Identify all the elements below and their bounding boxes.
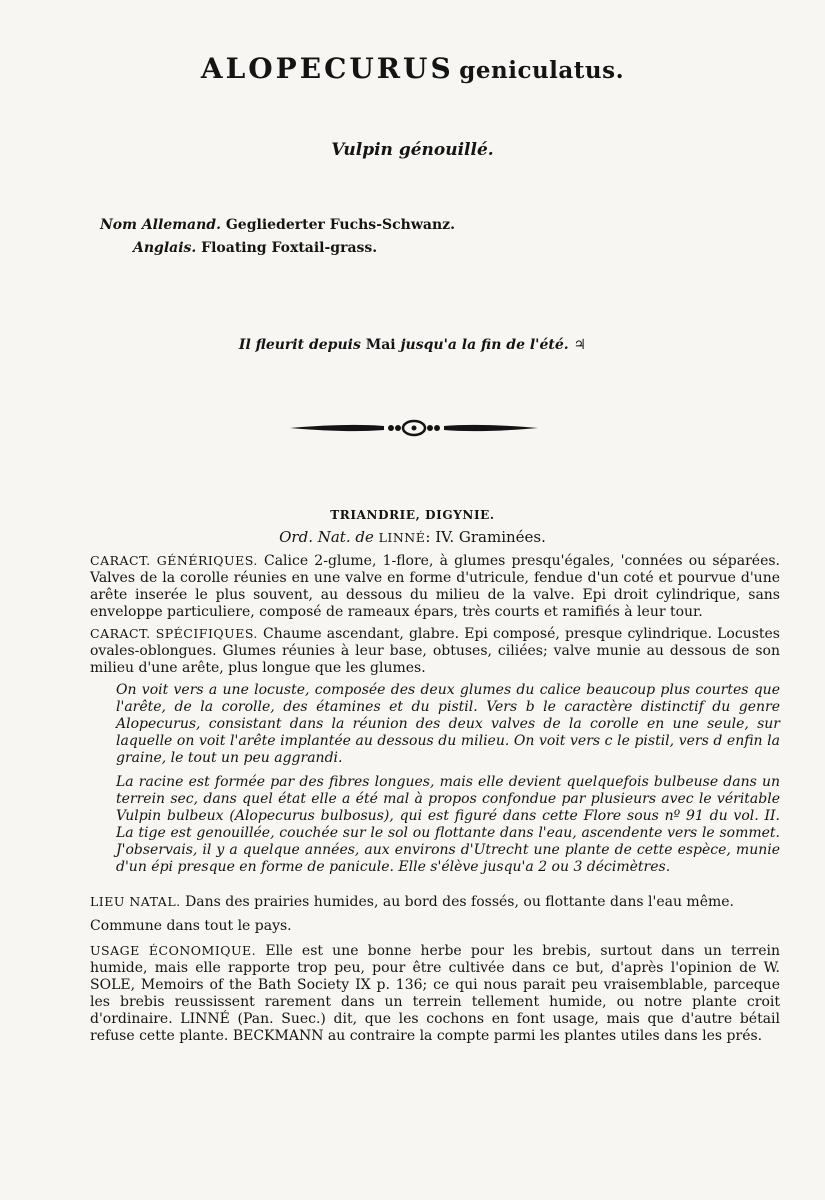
english-label: Anglais. bbox=[133, 240, 197, 256]
habitat-text: Dans des prairies humides, au bord des fossés, ou flottante dans l'eau même. bbox=[185, 894, 734, 910]
generic-characters bbox=[90, 552, 780, 621]
economic-usage bbox=[90, 942, 780, 1045]
generic-text: Calice 2-glume, 1-flore, à glumes presqu'égales, 'connées ou séparées. Valves de la corolle réunies en une valve en forme d'utricule, fendue d'un coté et pourvue d'une arête inserée le plus souvent, au dessous du milieu de la valve. Epi droit cylindrique, sans enveloppe particuliere, composé de rameaux épars, très courts et ramifiés à leur tour. bbox=[90, 553, 781, 620]
german-name-row bbox=[100, 217, 455, 233]
observation-root: La racine est formée par des fibres longues, mais elle devient quelquefois bulbeuse dans un terrein sec, dans quel état elle a été mal à propos confondue par plusieurs avec le véritable Vulpin bulbeux (Alopecurus bulbosus), qui est figuré dans cette Flore sous nº 91 du vol. II. La tige est genouillée, couchée sur le sol ou flottante dans l'eau, ascendente vers le sommet. J'observais, il y a quelque années, aux environs d'Utrecht une plante de cette espèce, munie d'un épi presque en forme de panicule. Elle s'élève jusqu'a 2 ou 3 décimètres. bbox=[116, 774, 780, 875]
habitat-label: LIEU NATAL. bbox=[90, 894, 181, 909]
flowering-prefix: Il fleurit depuis bbox=[238, 337, 361, 353]
specific-label: CARACT. SPÉCIFIQUES. bbox=[90, 626, 258, 641]
order-suffix: : IV. Graminées. bbox=[425, 528, 546, 546]
linnaean-class: TRIANDRIE, DIGYNIE. bbox=[330, 508, 495, 522]
common-name-french: Vulpin génouillé. bbox=[331, 140, 494, 160]
page-title bbox=[0, 52, 825, 85]
flowering-month: Mai bbox=[365, 337, 396, 353]
vernacular-names bbox=[100, 217, 455, 263]
flowering-suffix: jusqu'a la fin de l'été. bbox=[400, 337, 569, 353]
natural-order bbox=[0, 528, 825, 546]
flowering-period bbox=[0, 337, 825, 353]
generic-label: CARACT. GÉNÉRIQUES. bbox=[90, 553, 258, 568]
perennial-symbol: ♃ bbox=[573, 337, 587, 353]
order-prefix: Ord. Nat. de bbox=[279, 528, 374, 546]
ornament-divider bbox=[288, 417, 540, 439]
habitat bbox=[90, 893, 780, 911]
distribution: Commune dans tout le pays. bbox=[90, 918, 292, 934]
linne-name: LINNÉ bbox=[378, 530, 426, 545]
english-name-row bbox=[100, 240, 455, 256]
usage-label: USAGE ÉCONOMIQUE. bbox=[90, 943, 257, 958]
english-name: Floating Foxtail-grass. bbox=[201, 240, 378, 256]
german-label: Nom Allemand. bbox=[100, 217, 221, 233]
title-species: geniculatus. bbox=[459, 57, 625, 84]
title-genus: ALOPECURUS bbox=[200, 52, 454, 85]
specific-text: Chaume ascendant, glabre. Epi composé, presque cylindrique. Locustes ovales-oblongues. Glumes réunies à leur base, obtuses, ciliées; valve munie au dessous de son milieu d'une arête, plus longue que les glumes. bbox=[90, 626, 780, 676]
specific-characters bbox=[90, 625, 780, 677]
observation-figures: On voit vers a une locuste, composée des deux glumes du calice beaucoup plus courtes que l'arête, de la corolle, des étamines et du pistil. Vers b le caractère distinctif du genre Alopecurus, consistant dans la réunion des deux valves de la corolle en une seule, sur laquelle on voit l'arête implantée au dessous du milieu. On voit vers c le pistil, vers d enfin la graine, le tout un peu aggrandi. bbox=[116, 682, 780, 766]
german-name: Gegliederter Fuchs-Schwanz. bbox=[225, 217, 455, 233]
usage-text: Elle est une bonne herbe pour les brebis, surtout dans un terrein humide, mais elle rapporte trop peu, pour être cultivée dans ce but, d'après l'opinion de W. SOLE, Memoirs of the Bath Society IX p. 136; ce qui nous parait peu vraisemblable, parceque les brebis reussissent rarement dans un terrein tellement humide, ou notre plante croit d'ordinaire. LINNÉ (Pan. Suec.) dit, que les cochons en font usage, mais que d'autre bétail refuse cette plante. BECKMANN au contraire la compte parmi les plantes utiles dans les prés. bbox=[90, 943, 781, 1044]
